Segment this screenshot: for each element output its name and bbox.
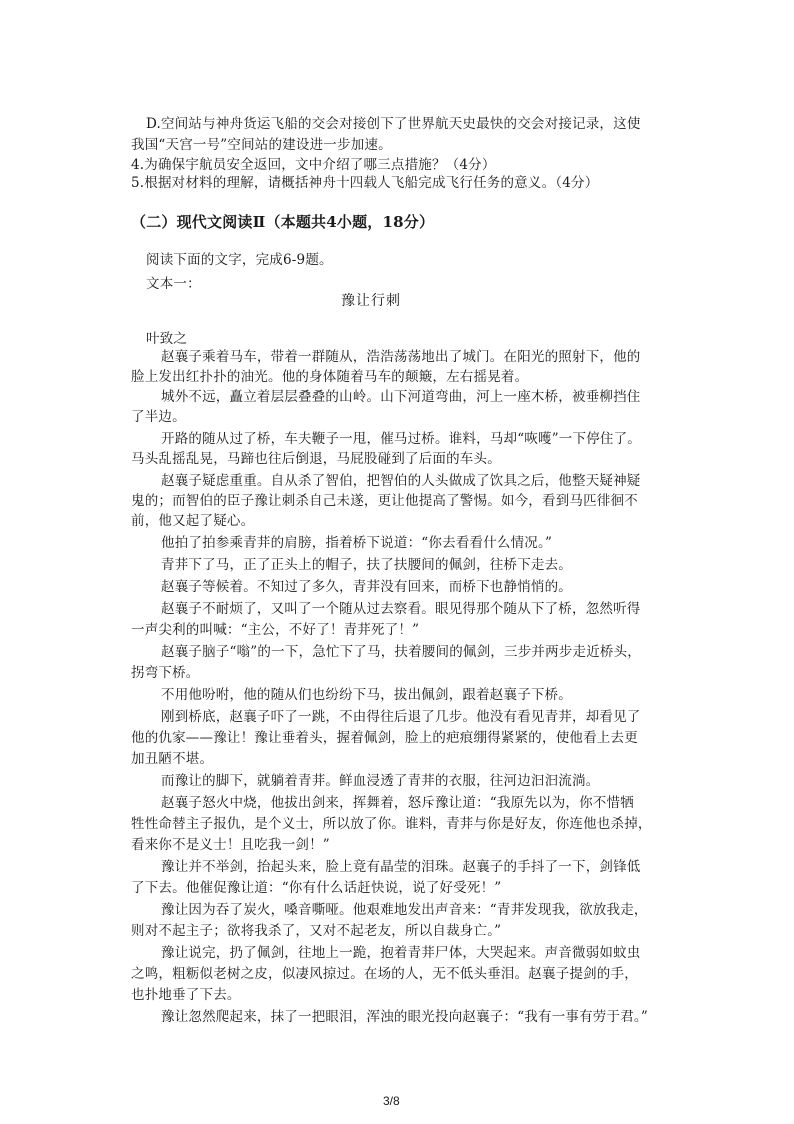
story-title: 豫让行刺 <box>341 293 401 309</box>
page-number: 3/8 <box>383 1094 400 1108</box>
paragraph-line: 则对不起主子；欲将我杀了，又对不起老友，所以自裁身亡。” <box>131 923 502 939</box>
question-5: 5.根据对材料的理解，请概括神舟十四载人飞船完成飞行任务的意义。（4分） <box>131 175 599 191</box>
paragraph-line: 了半边。 <box>131 409 186 425</box>
paragraph-line: 赵襄子疑虑重重。自从杀了智伯，把智伯的人头做成了饮具之后，他整天疑神疑 <box>161 473 641 489</box>
paragraph-line: 刚到桥底，赵襄子吓了一跳，不由得往后退了几步。他没有看见青荓，却看见了 <box>161 709 641 725</box>
paragraph-line: 脸上发出红扑扑的油光。他的身体随着马车的颠簸，左右摇晃着。 <box>131 369 529 385</box>
paragraph-line: 牲性命替主子报仇，是个义士，所以放了你。谁料，青荓与你是好友，你连他也杀掉， <box>131 816 652 832</box>
paragraph-line: 赵襄子怒火中烧，他拔出剑来，挥舞着，怒斥豫让道：“我原先以为，你不惜牺 <box>161 795 634 811</box>
paragraph-line: 而豫让的脚下，就躺着青荓。鲜血浸透了青荓的衣服，往河边汩汩流淌。 <box>161 773 600 789</box>
paragraph-line: 他拍了拍参乘青荓的肩膀，指着桥下说道：“你去看看什么情况。” <box>161 535 553 551</box>
paragraph-line: 豫让并不举剑，抬起头来，脸上竟有晶莹的泪珠。赵襄子的手抖了一下，剑锋低 <box>161 859 641 875</box>
paragraph-line: 拐弯下桥。 <box>131 665 200 681</box>
paragraph-line: 城外不远，矗立着层层叠叠的山岭。山下河道弯曲，河上一座木桥，被垂柳挡住 <box>161 389 641 405</box>
paragraph-line: 豫让因为吞了炭火，嗓音嘶哑。他艰难地发出声音来：“青荓发现我，欲放我走， <box>161 902 648 918</box>
question-4: 4.为确保宇航员安全返回，文中介绍了哪三点措施？（4分） <box>131 157 496 173</box>
paragraph-line: 加丑陋不堪。 <box>131 751 214 767</box>
section-heading: （二）现代文阅读Ⅱ（本题共4小题，18分） <box>131 213 435 231</box>
paragraph-line: 他的仇家——豫让！豫让垂着头，握着佩剑，脸上的疤痕绷得紧紧的，使他看上去更 <box>131 730 638 746</box>
paragraph-line: 开路的随从过了桥，车夫鞭子一甩，催马过桥。谁料，马却“咴嚄”一下停住了。 <box>161 431 642 447</box>
paragraph-line: 看来你不是义士！且吃我一剑！” <box>131 837 330 853</box>
paragraph-line: 青荓下了马，正了正头上的帽子，扶了扶腰间的佩剑，往桥下走去。 <box>161 557 572 573</box>
paragraph-line: 赵襄子不耐烦了，又叫了一个随从过去察看。眼见得那个随从下了桥，忽然听得 <box>161 601 641 617</box>
option-d-line2: 我国“天宫一号”空间站的建设进一步加速。 <box>131 137 392 153</box>
paragraph-line: 鬼的；而智伯的臣子豫让刺杀自己未遂，更让他提高了警惕。如今，看到马匹徘徊不 <box>131 493 638 509</box>
paragraph-line: 马头乱摇乱晃，马蹄也往后倒退，马屁股碰到了后面的车头。 <box>131 451 501 467</box>
option-d-line1: D.空间站与神舟货运飞船的交会对接创下了世界航天史最快的交会对接记录，这使 <box>146 116 641 132</box>
paragraph-line: 赵襄子脑子“嗡”的一下，急忙下了马，扶着腰间的佩剑，三步并两步走近桥头， <box>161 644 642 660</box>
paragraph-line: 前，他又起了疑心。 <box>131 513 255 529</box>
paragraph-line: 赵襄子等候着。不知过了多久，青荓没有回来，而桥下也静悄悄的。 <box>161 579 572 595</box>
author-name: 叶致之 <box>146 331 188 347</box>
paragraph-line: 一声尖利的叫喊：“主公，不好了！青荓死了！” <box>131 622 420 638</box>
paragraph-line: 也扑地垂了下去。 <box>131 987 241 1003</box>
instruction-text: 阅读下面的文字，完成6-9题。 <box>146 252 333 268</box>
text-label: 文本一： <box>146 276 201 292</box>
paragraph-line: 赵襄子乘着马车，带着一群随从，浩浩荡荡地出了城门。在阳光的照射下，他的 <box>161 349 641 365</box>
paragraph-line: 不用他吩咐，他的随从们也纷纷下马，拔出佩剑，跟着赵襄子下桥。 <box>161 687 572 703</box>
paragraph-line: 之鸣，粗粝似老树之皮，似凄风掠过。在场的人，无不低头垂泪。赵襄子提剑的手， <box>131 966 638 982</box>
paragraph-line: 了下去。他催促豫让道：“你有什么话赶快说，说了好受死！” <box>131 880 502 896</box>
paragraph-line: 豫让说完，扔了佩剑，往地上一跪，抱着青荓尸体，大哭起来。声音微弱如蚊虫 <box>161 945 641 961</box>
paragraph-line: 豫让忽然爬起来，抹了一把眼泪，浑浊的眼光投向赵襄子：“我有一事有劳于君。” <box>161 1009 648 1025</box>
